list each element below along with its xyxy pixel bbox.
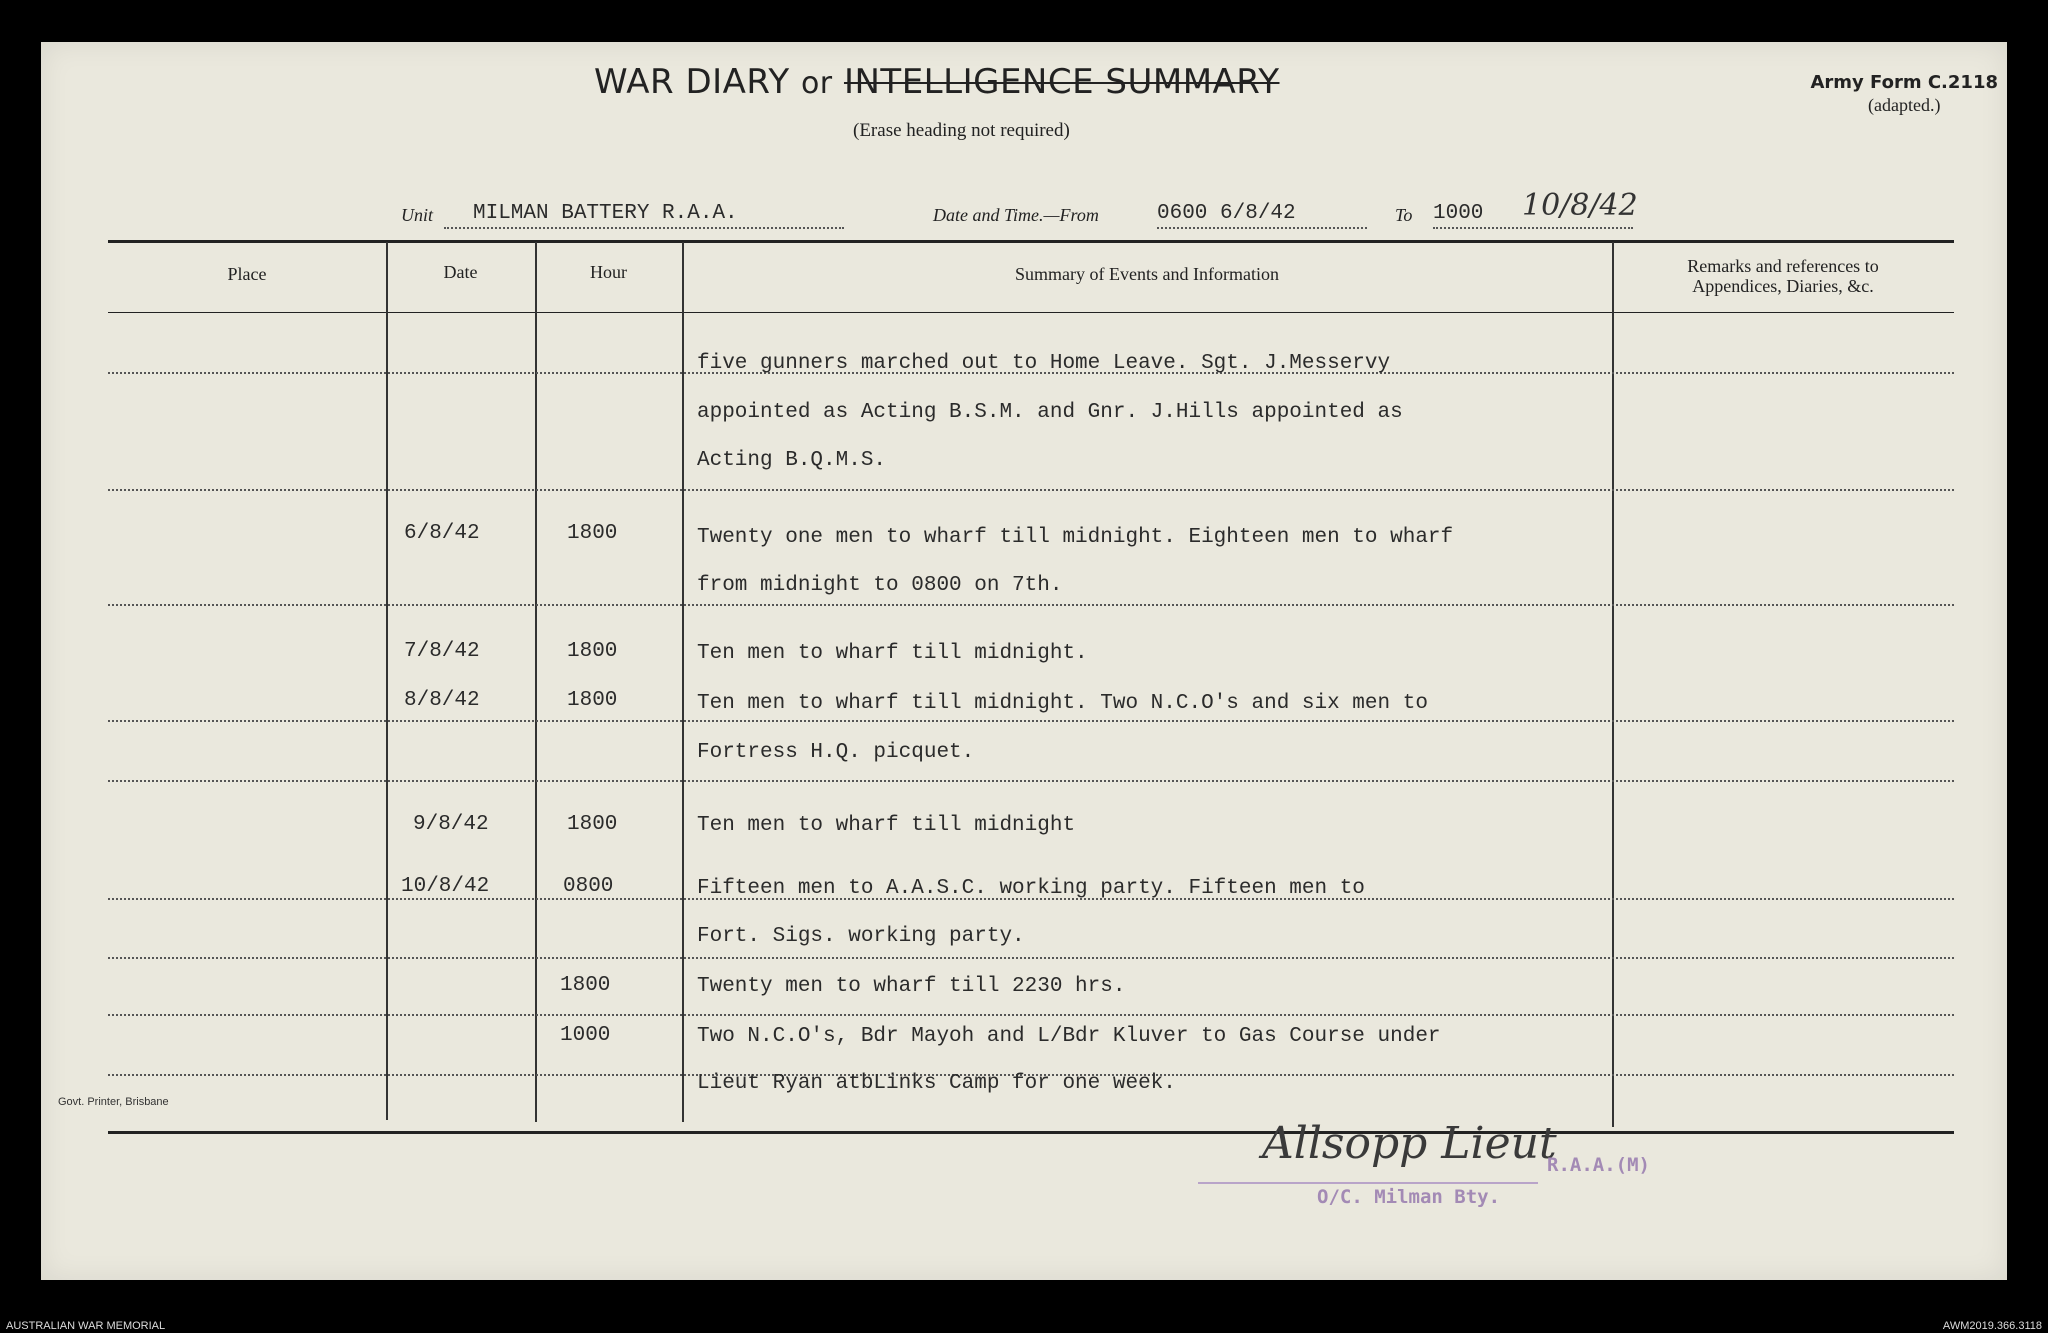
entry-hour: 1800 — [567, 689, 618, 712]
entry-hour: 1800 — [567, 522, 618, 545]
table-header-rule — [108, 312, 1954, 313]
entry-line: five gunners marched out to Home Leave. Sgt. J.Messervy — [697, 352, 1391, 375]
footer-accession: AWM2019.366.3118 — [1942, 1320, 2042, 1332]
entry-hour: 1000 — [560, 1024, 611, 1047]
title-intelligence-summary: INTELLIGENCE SUMMARY — [843, 62, 1280, 102]
col-divider-date — [535, 242, 537, 1122]
rule-line — [108, 489, 1954, 491]
from-value: 0600 6/8/42 — [1157, 202, 1296, 225]
rule-line — [108, 957, 1954, 959]
header-place: Place — [227, 264, 267, 284]
footer-institution: AUSTRALIAN WAR MEMORIAL — [6, 1320, 166, 1332]
stamp-officer: O/C. Milman Bty. — [1317, 1186, 1501, 1208]
table-top-rule — [108, 240, 1954, 243]
entry-line: Twenty men to wharf till 2230 hrs. — [697, 975, 1126, 998]
rule-line — [108, 604, 1954, 606]
to-handwritten-date: 10/8/42 — [1522, 188, 1638, 223]
printer-imprint: Govt. Printer, Brisbane — [58, 1096, 169, 1108]
table-bottom-rule — [108, 1131, 1954, 1134]
unit-dotted-line — [444, 227, 844, 229]
col-divider-summary — [1612, 242, 1614, 1127]
header-date: Date — [443, 262, 478, 282]
header-hour: Hour — [590, 262, 627, 282]
stamp-line — [1198, 1182, 1538, 1184]
entry-line: Lieut Ryan atbLinks Camp for one week. — [697, 1072, 1176, 1095]
entry-line: Acting B.Q.M.S. — [697, 449, 887, 472]
entry-line: Ten men to wharf till midnight — [697, 814, 1076, 837]
header-remarks-line1: Remarks and references to — [1687, 256, 1879, 276]
erase-note: (Erase heading not required) — [853, 120, 1070, 141]
to-label: To — [1395, 205, 1413, 225]
entry-date: 6/8/42 — [404, 522, 480, 545]
rule-line — [108, 720, 1954, 722]
entry-line: Fortress H.Q. picquet. — [697, 741, 975, 764]
entry-line: Twenty one men to wharf till midnight. Eighteen men to wharf — [697, 526, 1454, 549]
entry-hour: 1800 — [567, 813, 618, 836]
entry-line: Two N.C.O's, Bdr Mayoh and L/Bdr Kluver to Gas Course under — [697, 1025, 1441, 1048]
header-remarks — [1612, 256, 1954, 296]
handwritten-signature: Allsopp Lieut — [1262, 1118, 1557, 1169]
header-remarks-line2: Appendices, Diaries, &c. — [1692, 276, 1874, 296]
col-divider-hour — [682, 242, 684, 1122]
from-dotted-line — [1157, 227, 1367, 229]
title-war-diary: WAR DIARY — [594, 62, 790, 102]
unit-label: Unit — [401, 205, 434, 225]
entry-date: 8/8/42 — [404, 689, 480, 712]
date-time-label: Date and Time.—From — [933, 205, 1099, 225]
army-form-number — [1810, 72, 1998, 116]
army-form-label: Army Form C.2118 — [1810, 72, 1998, 93]
rule-line — [108, 780, 1954, 782]
entry-line: from midnight to 0800 on 7th. — [697, 574, 1063, 597]
header-summary: Summary of Events and Information — [1015, 264, 1279, 284]
to-value: 1000 — [1433, 202, 1484, 225]
entry-date: 10/8/42 — [401, 875, 490, 898]
stamp-unit: R.A.A.(M) — [1547, 1154, 1650, 1176]
form-title — [594, 62, 1280, 102]
entry-date: 7/8/42 — [404, 640, 480, 663]
entry-hour: 1800 — [560, 974, 611, 997]
unit-value: MILMAN BATTERY R.A.A. — [473, 202, 738, 225]
entry-line: Fort. Sigs. working party. — [697, 925, 1025, 948]
entry-date: 9/8/42 — [413, 813, 489, 836]
entry-line: Ten men to wharf till midnight. Two N.C.O's and six men to — [697, 692, 1428, 715]
entry-line: Fifteen men to A.A.S.C. working party. Fifteen men to — [697, 877, 1365, 900]
entry-line: Ten men to wharf till midnight. — [697, 642, 1088, 665]
rule-line — [108, 1014, 1954, 1016]
army-form-sub: (adapted.) — [1867, 95, 1941, 115]
entry-hour: 0800 — [563, 875, 614, 898]
entry-line: appointed as Acting B.S.M. and Gnr. J.Hills appointed as — [697, 401, 1403, 424]
entry-hour: 1800 — [567, 640, 618, 663]
to-dotted-line — [1433, 227, 1633, 229]
title-or: or — [800, 66, 833, 101]
